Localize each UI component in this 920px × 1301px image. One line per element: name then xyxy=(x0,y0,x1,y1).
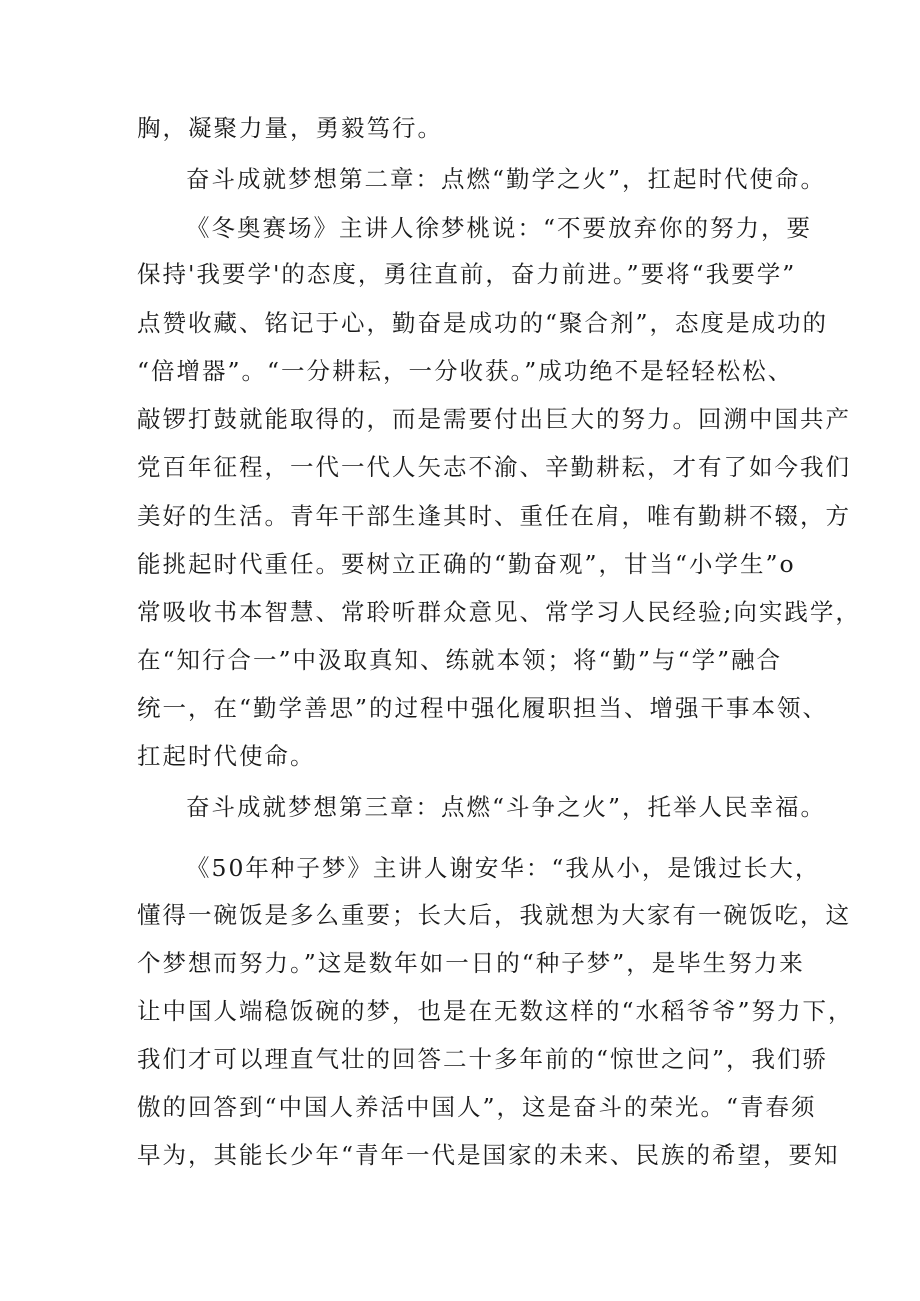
paragraph-line: 懂得一碗饭是多么重要；长大后，我就想为大家有一碗饭吃，这 xyxy=(137,901,851,929)
paragraph-line: 美好的生活。青年干部生逢其时、重任在肩，唯有勤耕不辍，方 xyxy=(137,502,851,530)
paragraph-line: 傲的回答到“中国人养活中国人”，这是奋斗的荣光。“青春须 xyxy=(137,1093,817,1121)
paragraph-line: 扛起时代使命。 xyxy=(137,742,316,770)
paragraph-line: 《50年种子梦》主讲人谢安华：“我从小，是饿过长大， xyxy=(186,854,821,882)
paragraph-line: 能挑起时代重任。要树立正确的“勤奋观”，甘当“小学生”o xyxy=(137,550,796,578)
paragraph-line: 我们才可以理直气壮的回答二十多年前的“惊世之问”，我们骄 xyxy=(137,1045,829,1073)
paragraph-line: 保持'我要学'的态度，勇往直前，奋力前进。”要将“我要学” xyxy=(137,260,797,288)
paragraph-line: 让中国人端稳饭碗的梦，也是在无数这样的“水稻爷爷”努力下， xyxy=(137,997,854,1025)
paragraph-line: 点赞收藏、铭记于心，勤奋是成功的“聚合剂”，态度是成功的 xyxy=(137,309,829,337)
paragraph-line: 胸，凝聚力量，勇毅笃行。 xyxy=(137,114,443,142)
chapter-heading-three: 奋斗成就梦想第三章：点燃“斗争之火”，托举人民幸福。 xyxy=(186,793,827,821)
paragraph-line: “倍增器”。“一分耕耘，一分收获。”成功绝不是轻轻松松、 xyxy=(137,357,794,385)
paragraph-line: 个梦想而努力。”这是数年如一日的“种子梦”，是毕生努力来 xyxy=(137,949,805,977)
paragraph-line: 常吸收书本智慧、常聆听群众意见、常学习人民经验;向实践学， xyxy=(137,598,861,626)
paragraph-line: 党百年征程，一代一代人矢志不渝、辛勤耕耘，才有了如今我们 xyxy=(137,453,851,481)
paragraph-line: 早为，其能长少年“青年一代是国家的未来、民族的希望，要知 xyxy=(137,1141,840,1169)
paragraph-line: 敲锣打鼓就能取得的，而是需要付出巨大的努力。回溯中国共产 xyxy=(137,405,851,433)
paragraph-line: 《冬奥赛场》主讲人徐梦桃说：“不要放弃你的努力，要 xyxy=(186,214,813,242)
chapter-heading-two: 奋斗成就梦想第二章：点燃“勤学之火”，扛起时代使命。 xyxy=(186,165,827,193)
paragraph-line: 统一，在“勤学善思”的过程中强化履职担当、增强干事本领、 xyxy=(137,694,829,722)
paragraph-line: 在“知行合一”中汲取真知、练就本领；将“勤”与“学”融合 xyxy=(137,646,783,674)
